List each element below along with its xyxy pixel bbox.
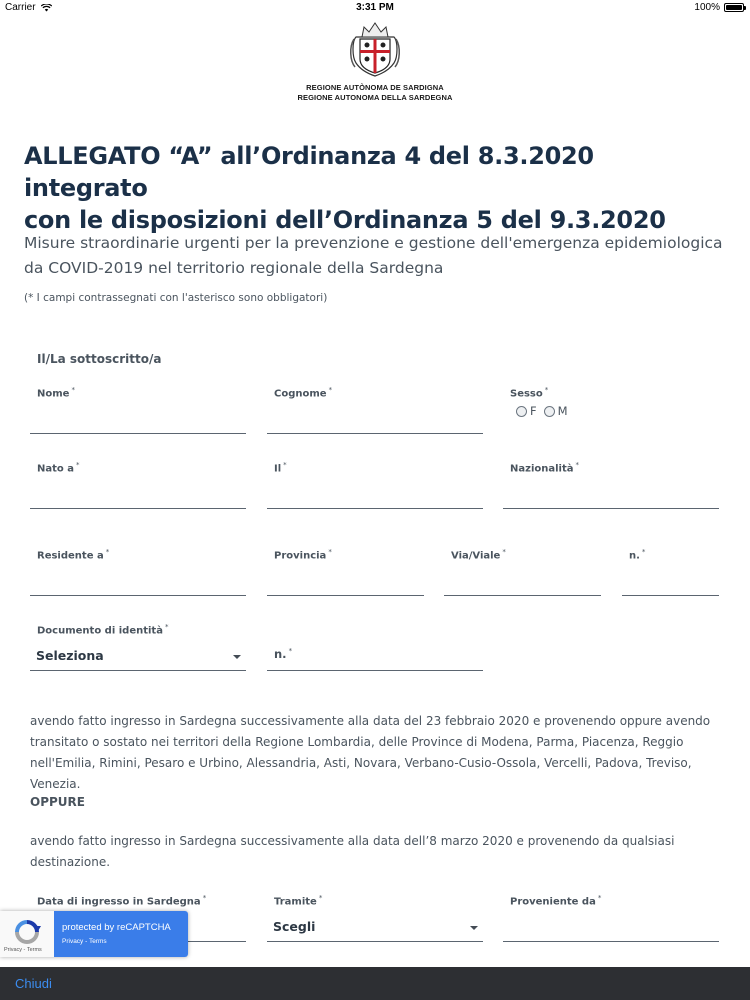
section-label-signatory: Il/La sottoscritto/a [37,352,162,366]
civico-field [622,548,719,596]
provincia-input[interactable] [267,570,424,594]
data-nascita-field [267,461,483,509]
page-title [24,140,724,236]
battery-percent: 100% [694,2,720,13]
recaptcha-protected-label: protected by reCAPTCHA [62,922,171,933]
recaptcha-footer-links[interactable]: Privacy - Terms [4,947,42,953]
documento-label: Documento di identità * [37,623,169,637]
cognome-label: Cognome * [274,386,333,400]
documento-numero-input[interactable] [307,645,483,669]
recaptcha-info [54,911,188,957]
nome-label: Nome * [37,386,75,400]
recaptcha-badge[interactable] [0,911,188,957]
recaptcha-logo-area [0,911,54,957]
status-right [694,2,744,13]
recaptcha-privacy-terms-link[interactable]: Privacy - Terms [62,938,107,945]
via-viale-input[interactable] [444,570,601,594]
nome-input[interactable] [30,408,246,432]
bottom-toolbar [0,967,750,1000]
sesso-radio-group [516,404,575,418]
region-name-sardinian: REGIONE AUTÒNOMA DE SARDIGNA [306,83,444,92]
cognome-input[interactable] [267,408,483,432]
residente-a-label: Residente a * [37,548,110,562]
residente-a-input[interactable] [30,570,246,594]
nato-a-label: Nato a * [37,461,80,475]
sesso-f-label: F [530,404,537,418]
provincia-field [267,548,424,596]
documento-select-value[interactable]: Seleziona [36,648,104,663]
chevron-down-icon [233,655,241,659]
nazionalita-input[interactable] [503,483,719,507]
page-subtitle: Misure straordinarie urgenti per la prevenzione e gestione dell'emergenza epidemiologica da COVID-2019 nel territorio regionale della Sardegna [24,234,723,277]
sesso-m-radio[interactable] [544,406,555,417]
chevron-down-icon [470,926,478,930]
sesso-f-radio[interactable] [516,406,527,417]
tramite-field[interactable] [267,894,483,942]
documento-numero-field [267,623,483,671]
proveniente-da-field [503,894,719,942]
nato-a-field [30,461,246,509]
page-title-line1: ALLEGATO “A” all’Ordinanza 4 del 8.3.2020 integrato [24,142,594,202]
documento-field[interactable] [30,623,246,671]
recaptcha-icon [11,916,43,948]
nazionalita-label: Nazionalità * [510,461,579,475]
battery-icon [724,3,744,12]
residente-a-field [30,548,246,596]
nato-a-input[interactable] [30,483,246,507]
condition-paragraph-1: avendo fatto ingresso in Sardegna successivamente alla data del 23 febbraio 2020 e provenendo oppure avendo transitato o sostato nei territori della Regione Lombardia, delle Province di Modena, Parma, Piacenza, Reggio nell'Emilia, Rimini, Pesaro e Urbino, Alessandria, Asti, Novara, Verbano-Cusio-Ossola, Vercelli, Padova, Treviso, Venezia. [30,714,711,791]
data-nascita-input[interactable] [267,483,483,507]
tramite-select-value[interactable]: Scegli [273,919,316,934]
data-nascita-label: Il * [274,461,287,475]
proveniente-da-input[interactable] [503,916,719,940]
tramite-label: Tramite * [274,894,323,908]
carrier-label: Carrier [5,2,36,13]
proveniente-da-label: Proveniente da * [510,894,602,908]
provincia-label: Provincia * [274,548,332,562]
documento-numero-label: n. * [274,647,293,661]
nome-field [30,386,246,434]
data-ingresso-label: Data di ingresso in Sardegna * [37,894,207,908]
civico-label: n. * [629,548,646,562]
required-fields-note: (* I campi contrassegnati con l'asterisco sono obbligatori) [24,292,328,304]
sardinia-coat-of-arms-logo [346,17,404,79]
close-button[interactable]: Chiudi [15,976,52,991]
nazionalita-field [503,461,719,509]
sesso-label: Sesso * [510,386,549,400]
region-name-italian: REGIONE AUTONOMA DELLA SARDEGNA [297,93,453,102]
status-bar [0,0,750,16]
cognome-field [267,386,483,434]
via-viale-label: Via/Viale * [451,548,506,562]
condition-paragraph-2: avendo fatto ingresso in Sardegna successivamente alla data dell’8 marzo 2020 e provenendo da qualsiasi destinazione. [30,834,675,869]
oppure-label: OPPURE [30,795,85,809]
clock: 3:31 PM [356,2,394,13]
sesso-m-label: M [557,404,568,418]
via-viale-field [444,548,601,596]
page-title-line2: con le disposizioni dell’Ordinanza 5 del 9.3.2020 [24,206,666,234]
civico-input[interactable] [622,570,719,594]
